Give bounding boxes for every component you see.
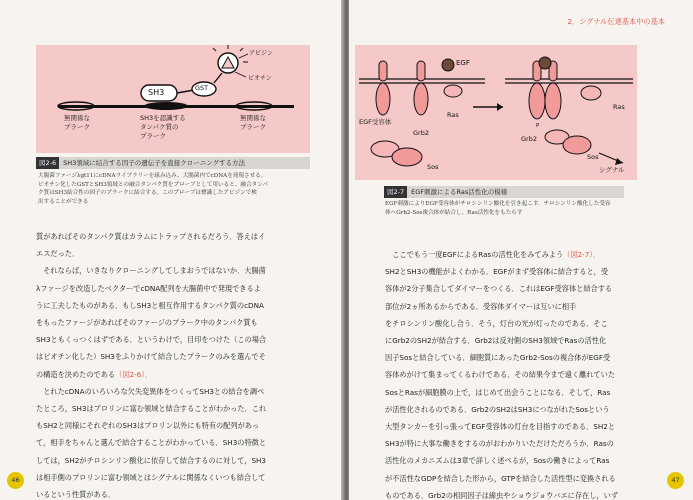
left-page xyxy=(0,0,344,500)
ras-left-shape xyxy=(444,85,462,97)
body-line: とれたcDNAのいろいろな欠失変異体をつくってSH3との結合を調べ xyxy=(36,386,265,396)
caption-line: ク質はSH3結合性の因子のプラークに結合する。このプローブは標識したアビジンで検 xyxy=(38,190,257,196)
body-line: エスだった． xyxy=(36,249,80,259)
running-header: 2．シグナル伝達基本中の基本 xyxy=(567,17,665,26)
right-body-text xyxy=(385,246,670,500)
label-grb2-left: Grb2 xyxy=(413,129,429,137)
label-signal: シグナル xyxy=(599,166,625,174)
label-sos-right: Sos xyxy=(587,153,599,161)
figure-reference[interactable]: （図2-6）． xyxy=(115,369,152,379)
body-line: の構造を決めたのである（図2-6）． xyxy=(36,369,152,379)
figure-2-7-caption-bar xyxy=(384,186,624,198)
body-line: SosとRasが細胞膜の上で，はじめて出会うことになる．そして，Ras xyxy=(385,387,611,397)
label-avidin: アビジン xyxy=(249,50,273,57)
ras-right-shape xyxy=(581,86,601,100)
body-line: は相手側のプロリンに富む領域とはシグナルに関係なくいつも結合して xyxy=(36,472,266,482)
caption-line: 大腸菌ファージλgt11にcDNAライブラリーを組み込み、大腸菌内でcDNAを発現させる。 xyxy=(38,173,267,179)
body-line: いるという性質がある． xyxy=(36,490,116,500)
label-plaque-unrelated-left xyxy=(64,114,90,132)
body-line: 容体めがけて集まってくるわけである．その結果今まで遠く離れていた xyxy=(385,370,616,380)
figure-2-7-title: EGF刺激によるRas活性化の模様 xyxy=(411,188,508,196)
label-plaque-unrelated-right xyxy=(240,114,266,132)
body-line: 活性化のメカニズムは3章で詳しく述べるが，Sosの働きによってRas xyxy=(385,456,610,466)
figure-2-6-title: SH3領域に結合する因子の遺伝子を直接クローニングする方法 xyxy=(63,159,246,167)
body-line: にGrb2のSH2が結合する．Grb2は反対側のSH3領域でRasの活性化 xyxy=(385,336,607,346)
label-line: プラーク xyxy=(240,123,266,131)
right-page xyxy=(349,0,693,500)
figure-2-7 xyxy=(355,45,637,180)
caption-line: 出することができる xyxy=(38,198,89,205)
body-line: ものである．Grb2の相同因子は線虫やショウジョウバエに存在し，いず xyxy=(385,490,619,500)
body-line: 因子Sosと結合している．細胞質にあったGrb2-Sosの複合体がEGF受 xyxy=(385,353,611,363)
body-line: をチロシンリン酸化し合う．そう，灯台の光が灯ったのである．そこ xyxy=(385,318,608,328)
label-gst: GST xyxy=(195,84,209,92)
label-line: プラーク xyxy=(64,123,90,131)
label-sos-left: Sos xyxy=(427,163,439,171)
egf-bound-shape xyxy=(539,57,551,69)
body-line: うに工夫したものがある．もしSH3と相互作用するタンパク質のcDNA xyxy=(36,300,264,310)
left-body-text xyxy=(36,228,316,500)
body-line: 容体が2分子集合してダイマーをつくる．これはEGF受容体と結合する xyxy=(385,284,613,294)
figure-2-6-caption-bar xyxy=(36,157,310,169)
body-line: SH3ともくっつくはずである．というわけで，目印をつけた（この場合 xyxy=(36,335,267,345)
caption-line: EGF刺激によりEGF受容体がチロシンリン酸化を引き起こす．チロシンリン酸化した受容 xyxy=(385,201,611,207)
label-line: プラーク xyxy=(140,132,166,140)
plaque-bound-shape xyxy=(144,102,188,110)
body-line: ここでもう一度EGFによるRasの活性化をみてみよう（図2-7）． xyxy=(385,250,601,259)
label-ras-left: Ras xyxy=(447,111,459,119)
caption-line: 体へGrb2-Sos複合体が結合し，Ras活性化をもたらす xyxy=(385,209,523,216)
label-plaque-bound xyxy=(140,114,186,141)
body-line: 部位が2ヵ所あるからである．受容体ダイマーは互いに相手 xyxy=(385,301,577,311)
label-egf: EGF xyxy=(456,59,470,67)
body-line: が活性化されるのである．Grb2のSH2はSH3につながれたSosという xyxy=(385,404,610,414)
label-line: 無関係な xyxy=(64,114,90,122)
cell-membrane xyxy=(359,79,633,83)
label-egf-receptor: EGF受容体 xyxy=(359,118,392,126)
page-number-left: 46 xyxy=(7,472,24,489)
sos-left-shape xyxy=(392,148,422,166)
body-line: 質があればそのタンパク質はカラムにトラップされるだろう．答えはイ xyxy=(36,232,266,241)
label-line: SH3を認識する xyxy=(140,114,186,122)
label-ras-right: Ras xyxy=(613,103,625,111)
label-phospho-mark: P xyxy=(536,123,540,129)
figure-2-7-tag: 図2-7 xyxy=(384,186,407,198)
body-line: もSH2と同様にそれぞれのSH3はプロリン以外にも特有の配列があっ xyxy=(36,421,260,431)
sos-right-shape xyxy=(563,136,591,154)
body-line: て，相手をちゃんと選んで結合することがわかっている．SH3の特徴と xyxy=(36,438,267,448)
caption-line: ビオチン化したGSTとSH3領域との融合タンパク質をプローブとして用いると、融合タンパ xyxy=(38,181,268,188)
body-line: 大型タンカーを引っ張ってEGF受容体の灯台を目指すのである．SH2と xyxy=(385,422,616,432)
body-line: SH3が特に大事な働きをするのがおわかりいただけただろうか．Rasの xyxy=(385,439,614,449)
figure-2-6 xyxy=(36,45,310,153)
page-number-right: 47 xyxy=(667,472,684,489)
body-line: λファージを改造したベクターでcDNA配列を大腸菌中で発現できるよ xyxy=(36,283,261,293)
body-line: SH2とSH3の機能がよくわかる．EGFがまず受容体に結合すると，受 xyxy=(385,267,609,277)
label-line: タンパク質の xyxy=(140,123,179,131)
body-line: しては，SH2がチロシンリン酸化に依存して結合するのに対して，SH3 xyxy=(36,455,267,465)
figure-2-7-caption xyxy=(385,200,655,217)
body-line: それならば，いきなりクローニングしてしまおうではないか．大腸菌 xyxy=(36,266,266,276)
figure-2-6-caption xyxy=(38,172,310,206)
egf-receptor-left xyxy=(376,61,428,115)
figure-2-6-tag: 図2-6 xyxy=(36,157,59,169)
egf-ligand-shape xyxy=(442,59,454,71)
figure-reference[interactable]: （図2-7）． xyxy=(563,250,601,259)
egf-receptor-dimer xyxy=(529,61,561,119)
label-sh3: SH3 xyxy=(148,88,165,97)
label-biotin: ビオチン xyxy=(248,75,272,82)
body-line: が不活性なGDPを結合した形から，GTPを結合した活性型に変換される xyxy=(385,473,616,483)
label-line: 無関係な xyxy=(240,114,266,122)
body-line: たところ，SH3はプロリンに富む領域と結合することがわかった．これ xyxy=(36,404,267,414)
label-grb2-right: Grb2 xyxy=(521,135,537,143)
body-line: はビオチン化した）SH3をふりかけて結合したプラークのみを選んでそ xyxy=(36,352,266,362)
body-line: をもったファージがあればそのファージのプラーク中のタンパク質も xyxy=(36,318,258,328)
